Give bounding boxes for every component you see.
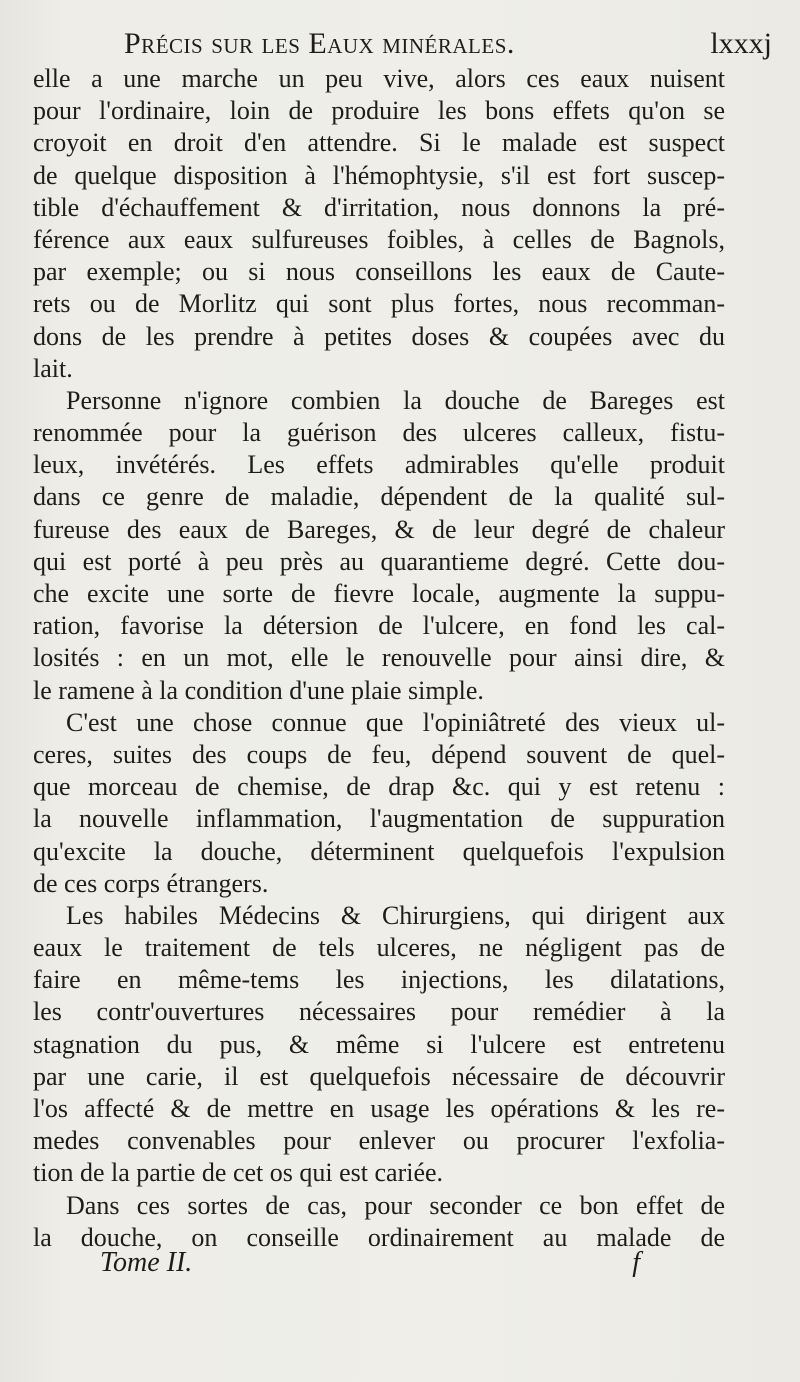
text-line: eaux le traitement de tels ulceres, ne négligent pas de xyxy=(33,933,725,963)
text-line: le ramene à la condition d'une plaie simple. xyxy=(33,675,484,705)
text-line: férence aux eaux sulfureuses foibles, à celles de Bagnols, xyxy=(33,224,725,254)
text-line: tion de la partie de cet os qui est cariée. xyxy=(33,1158,444,1188)
text-line: la douche, on conseille ordinairement au malade de xyxy=(33,1222,725,1252)
text-line: leux, invétérés. Les effets admirables qu'elle produit xyxy=(33,450,725,480)
body-text xyxy=(33,63,725,1254)
text-line: tible d'échauffement & d'irritation, nous donnons la pré- xyxy=(33,192,725,222)
text-line: la nouvelle inflammation, l'augmentation de suppuration xyxy=(33,804,725,834)
text-line: ration, favorise la détersion de l'ulcere, en fond les cal- xyxy=(33,611,725,641)
text-line: ceres, suites des coups de feu, dépend souvent de quel- xyxy=(33,739,725,769)
text-line: de ces corps étrangers. xyxy=(33,868,269,898)
paragraph-start: Dans ces sortes de cas, pour seconder ce bon effet de xyxy=(66,1190,725,1220)
text-line: croyoit en droit d'en attendre. Si le malade est suspect xyxy=(33,128,725,158)
signature-mark: f xyxy=(632,1247,640,1278)
text-line: dons de les prendre à petites doses & coupées avec du xyxy=(33,321,725,351)
text-line: pour l'ordinaire, loin de produire les bons effets qu'on se xyxy=(33,96,725,126)
paragraph-start: Les habiles Médecins & Chirurgiens, qui dirigent aux xyxy=(66,900,725,930)
text-line: par une carie, il est quelquefois nécessaire de découvrir xyxy=(33,1061,725,1091)
paragraph-start: Personne n'ignore combien la douche de Bareges est xyxy=(66,385,725,415)
text-line: qui est porté à peu près au quarantieme degré. Cette dou- xyxy=(33,546,725,576)
text-line: qu'excite la douche, déterminent quelquefois l'expulsion xyxy=(33,836,725,866)
text-line: elle a une marche un peu vive, alors ces eaux nuisent xyxy=(33,64,725,93)
text-line: che excite une sorte de fievre locale, augmente la suppu- xyxy=(33,579,725,608)
running-head xyxy=(30,24,772,64)
text-line: que morceau de chemise, de drap &c. qui y est retenu : xyxy=(33,772,725,802)
text-line: stagnation du pus, & même si l'ulcere est entretenu xyxy=(33,1029,725,1059)
text-line: rets ou de Morlitz qui sont plus fortes, nous recomman- xyxy=(33,289,725,319)
text-line: fureuse des eaux de Bareges, & de leur degré de chaleur xyxy=(33,514,725,544)
text-line: par exemple; ou si nous conseillons les eaux de Caute- xyxy=(33,257,725,287)
text-line: l'os affecté & de mettre en usage les opérations & les re- xyxy=(33,1094,725,1123)
page-footer xyxy=(100,1245,640,1281)
page-number: lxxxj xyxy=(710,27,772,60)
text-line: losités : en un mot, elle le renouvelle pour ainsi dire, & xyxy=(33,643,725,673)
paragraph-start: C'est une chose connue que l'opiniâtreté des vieux ul- xyxy=(66,707,725,737)
text-line: faire en même-tems les injections, les dilatations, xyxy=(33,965,725,995)
running-title: Précis sur les Eaux minérales. xyxy=(124,27,515,60)
text-line: les contr'ouvertures nécessaires pour remédier à la xyxy=(33,997,725,1027)
text-line: lait. xyxy=(33,353,73,383)
text-line: renommée pour la guérison des ulceres calleux, fistu- xyxy=(33,418,725,448)
text-line: dans ce genre de maladie, dépendent de la qualité sul- xyxy=(33,482,725,512)
text-line: medes convenables pour enlever ou procurer l'exfolia- xyxy=(33,1126,725,1156)
volume-label: Tome II. xyxy=(100,1247,193,1278)
text-line: de quelque disposition à l'hémophtysie, s'il est fort suscep- xyxy=(33,160,725,190)
